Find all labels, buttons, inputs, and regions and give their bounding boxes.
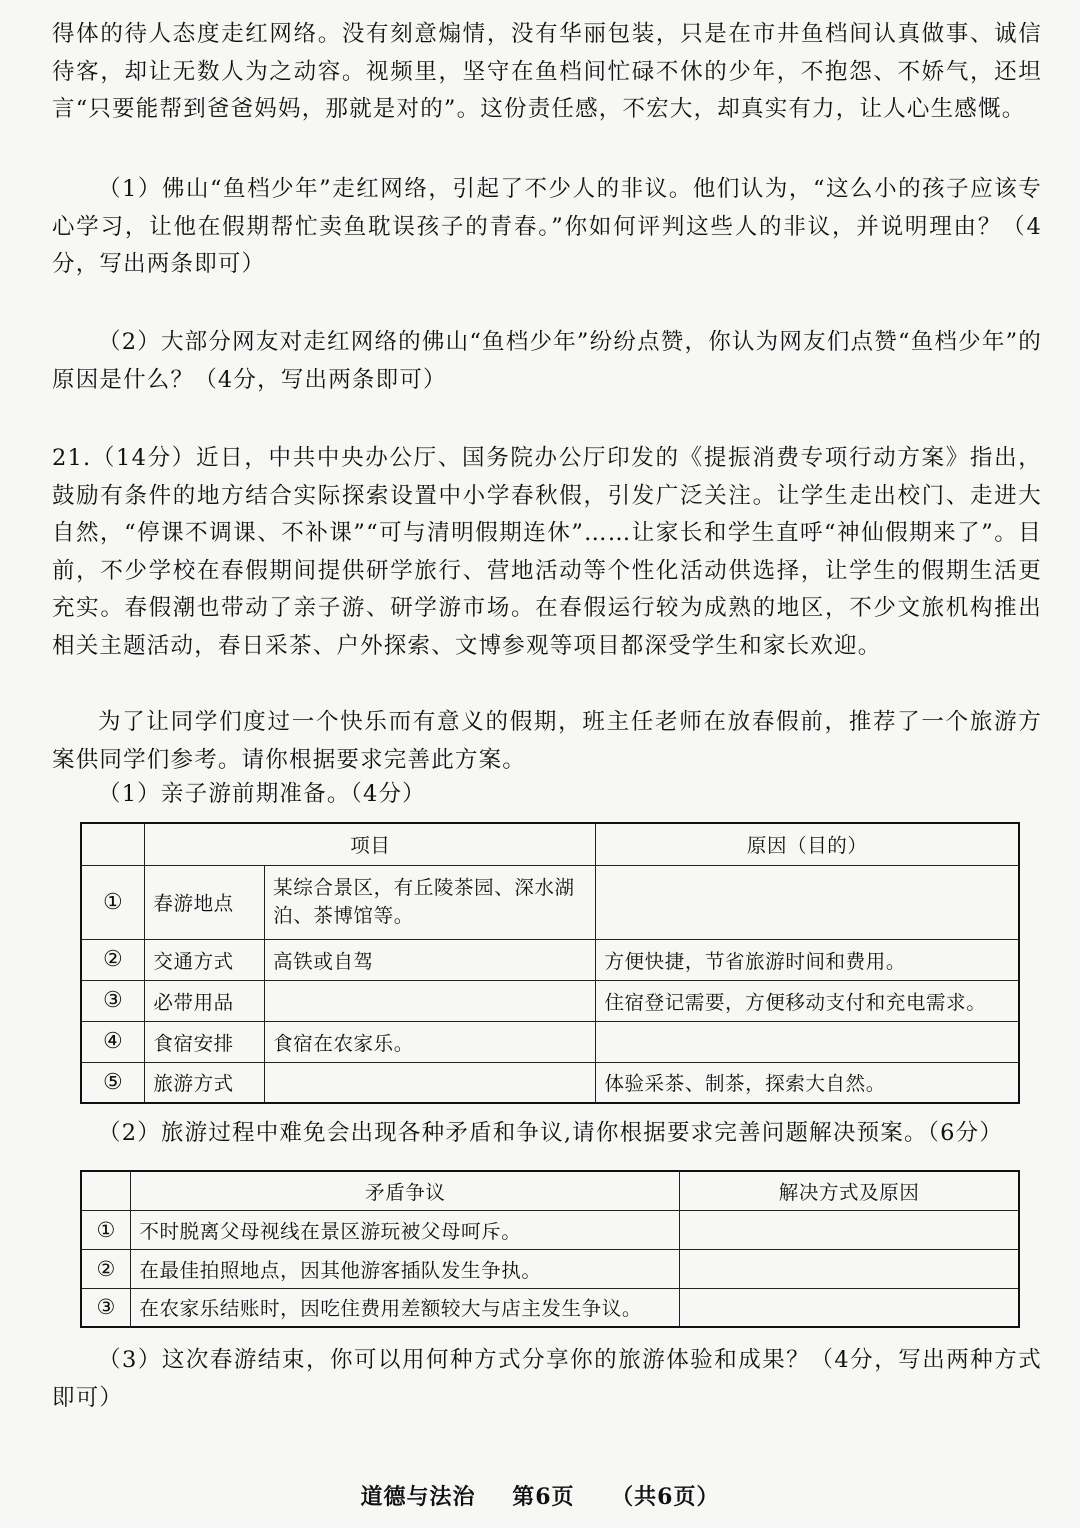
- row-detail-blank[interactable]: [265, 980, 596, 1021]
- header-solution: 解决方式及原因: [680, 1171, 1019, 1210]
- table-row: [81, 939, 1019, 980]
- table-row: [81, 1210, 1019, 1249]
- question-20-1: （1）佛山“鱼档少年”走红网络，引起了不少人的非议。他们认为，“这么小的孩子应该专心学习，让他在假期帮忙卖鱼耽误孩子的青春。”你如何评判这些人的非议，并说明理由？（4分，写出两条即可）: [52, 176, 1042, 277]
- row-item: 春游地点: [145, 865, 265, 939]
- page-footer: [0, 1480, 1080, 1511]
- row-item: 旅游方式: [145, 1062, 265, 1103]
- row-item: 交通方式: [145, 939, 265, 980]
- row-detail: 高铁或自驾: [265, 939, 596, 980]
- table-row: [81, 1249, 1019, 1288]
- row-number: ①: [81, 1210, 131, 1249]
- row-number: ②: [81, 1249, 131, 1288]
- row-number: ②: [81, 939, 145, 980]
- table-header-row: [81, 823, 1019, 865]
- preparation-table: [80, 822, 1020, 1104]
- row-conflict: 在农家乐结账时，因吃住费用差额较大与店主发生争议。: [131, 1288, 680, 1327]
- row-detail: 食宿在农家乐。: [265, 1021, 596, 1062]
- row-number: ③: [81, 1288, 131, 1327]
- table-row: [81, 1021, 1019, 1062]
- row-reason: 住宿登记需要，方便移动支付和充电需求。: [596, 980, 1019, 1021]
- row-conflict: 不时脱离父母视线在景区游玩被父母呵斥。: [131, 1210, 680, 1249]
- question-21-2: （2）旅游过程中难免会出现各种矛盾和争议,请你根据要求完善问题解决预案。（6分）: [98, 1120, 1004, 1146]
- footer-page-number: 第6页: [512, 1484, 575, 1510]
- header-empty-cell: [81, 1171, 131, 1210]
- question-21-1: （1）亲子游前期准备。（4分）: [98, 781, 426, 807]
- row-number: ④: [81, 1021, 145, 1062]
- row-detail-blank[interactable]: [265, 1062, 596, 1103]
- row-detail: 某综合景区，有丘陵茶园、深水湖泊、茶博馆等。: [265, 865, 596, 939]
- table-row: [81, 1062, 1019, 1103]
- row-reason-blank[interactable]: [596, 1021, 1019, 1062]
- header-reason: 原因（目的）: [596, 823, 1019, 865]
- intro-paragraph: 得体的待人态度走红网络。没有刻意煽情，没有华丽包装，只是在市井鱼档间认真做事、诚信待客，却让无数人为之动容。视频里，坚守在鱼档间忙碌不休的少年，不抱怨、不娇气，还坦言“只要能帮到爸爸妈妈，那就是对的”。这份责任感，不宏大，却真实有力，让人心生感慨。: [52, 21, 1042, 122]
- row-solution-blank[interactable]: [680, 1288, 1019, 1327]
- footer-total-pages: （共6页）: [611, 1484, 720, 1510]
- table-row: [81, 980, 1019, 1021]
- question-21-lead: 为了让同学们度过一个快乐而有意义的假期，班主任老师在放春假前，推荐了一个旅游方案供同学们参考。请你根据要求完善此方案。: [52, 709, 1042, 773]
- question-21-3: （3）这次春游结束，你可以用何种方式分享你的旅游体验和成果？（4分，写出两种方式即可）: [52, 1347, 1042, 1411]
- table-row: [81, 865, 1019, 939]
- table-row: [81, 1288, 1019, 1327]
- header-item: 项目: [145, 823, 596, 865]
- row-solution-blank[interactable]: [680, 1210, 1019, 1249]
- header-conflict: 矛盾争议: [131, 1171, 680, 1210]
- row-reason: 体验采茶、制茶，探索大自然。: [596, 1062, 1019, 1103]
- row-conflict: 在最佳拍照地点，因其他游客插队发生争执。: [131, 1249, 680, 1288]
- row-reason-blank[interactable]: [596, 865, 1019, 939]
- header-empty-cell: [81, 823, 145, 865]
- row-number: ①: [81, 865, 145, 939]
- row-solution-blank[interactable]: [680, 1249, 1019, 1288]
- row-item: 必带用品: [145, 980, 265, 1021]
- row-reason: 方便快捷，节省旅游时间和费用。: [596, 939, 1019, 980]
- row-item: 食宿安排: [145, 1021, 265, 1062]
- conflict-table: [80, 1170, 1020, 1328]
- row-number: ⑤: [81, 1062, 145, 1103]
- footer-subject: 道德与法治: [360, 1484, 476, 1510]
- row-number: ③: [81, 980, 145, 1021]
- table-header-row: [81, 1171, 1019, 1210]
- question-20-2: （2）大部分网友对走红网络的佛山“鱼档少年”纷纷点赞，你认为网友们点赞“鱼档少年”的原因是什么？（4分，写出两条即可）: [52, 329, 1042, 393]
- question-21-stem: 21.（14分）近日，中共中央办公厅、国务院办公厅印发的《提振消费专项行动方案》指出，鼓励有条件的地方结合实际探索设置中小学春秋假，引发广泛关注。让学生走出校门、走进大自然，“停课不调课、不补课”“可与清明假期连休”……让家长和学生直呼“神仙假期来了”。目前，不少学校在春假期间提供研学旅行、营地活动等个性化活动供选择，让学生的假期生活更充实。春假潮也带动了亲子游、研学游市场。在春假运行较为成熟的地区，不少文旅机构推出相关主题活动，春日采茶、户外探索、文博参观等项目都深受学生和家长欢迎。: [52, 445, 1042, 659]
